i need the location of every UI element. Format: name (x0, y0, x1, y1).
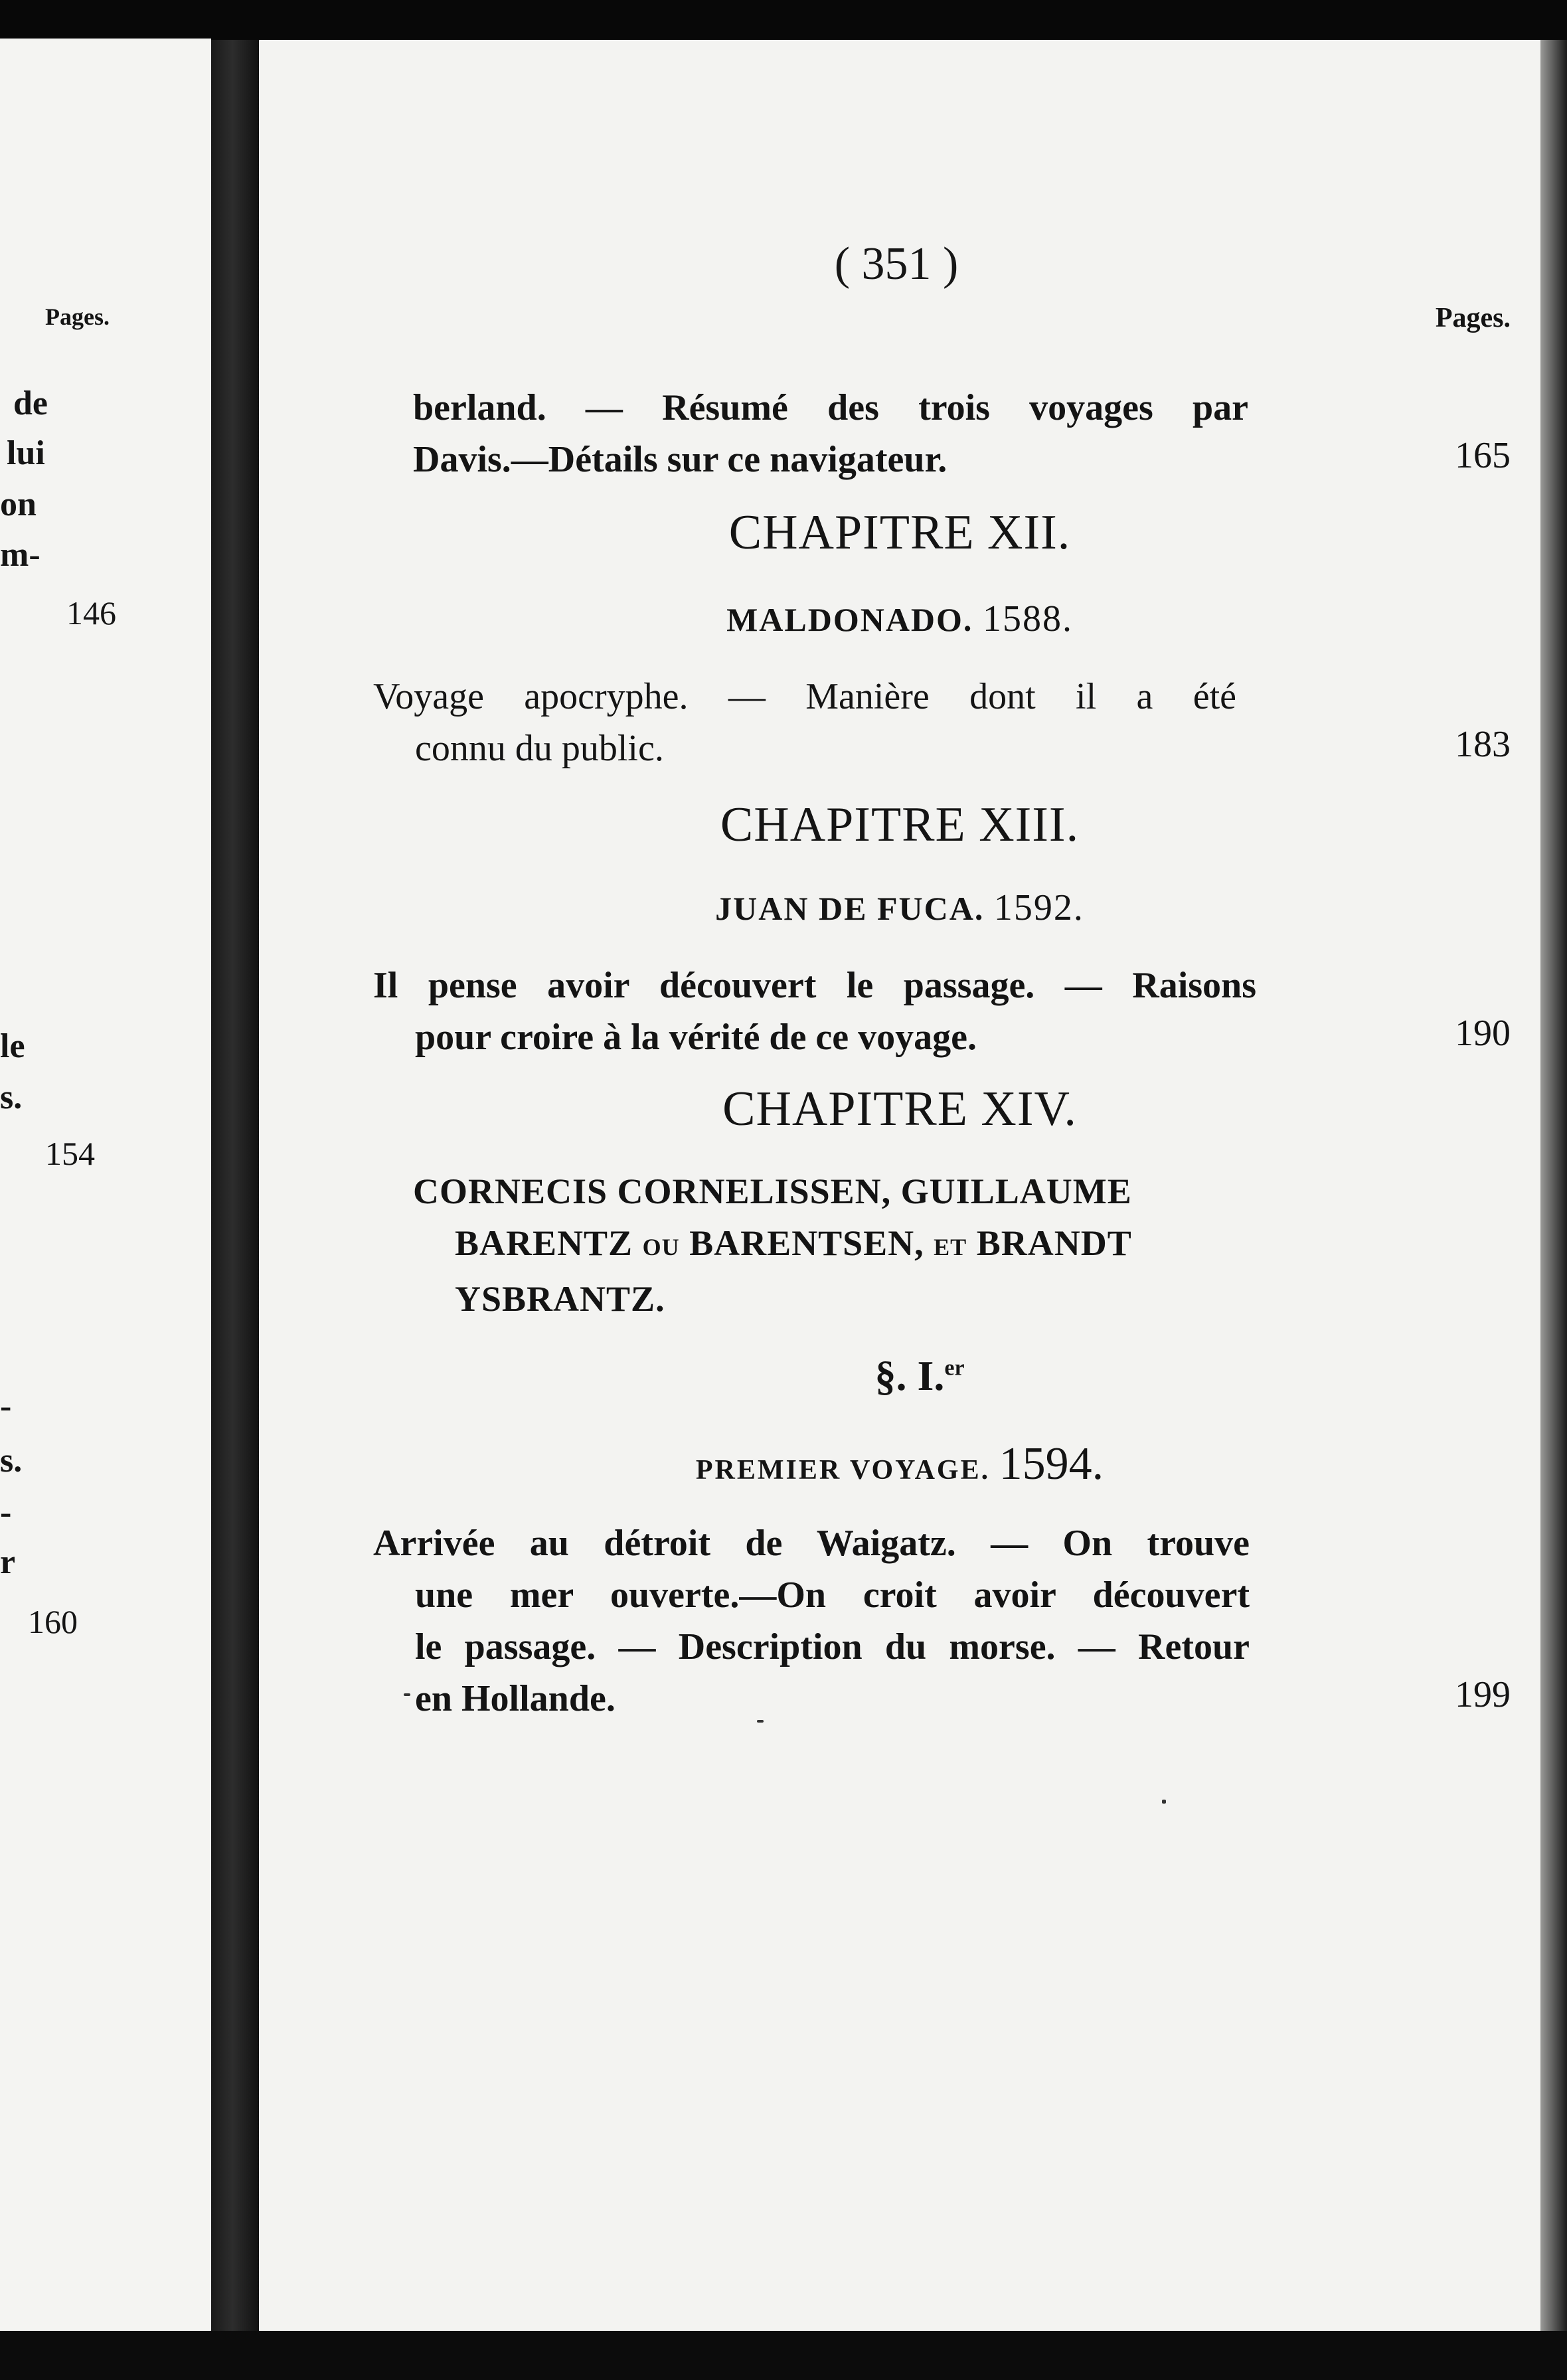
names-line: CORNECIS CORNELISSEN, GUILLAUME (413, 1171, 1132, 1211)
book-gutter (211, 40, 259, 2338)
subject-name: JUAN DE FUCA. (715, 890, 985, 927)
toc-page-number: 165 (1455, 435, 1511, 476)
left-fragment: - (0, 1387, 12, 1425)
left-fragment: on (0, 485, 37, 523)
subject-year: 1592. (993, 887, 1084, 928)
name-text: BARENTSEN, (689, 1223, 924, 1263)
toc-page-number: 190 (1455, 1013, 1511, 1054)
chapter-names (413, 1165, 1132, 1325)
right-page (259, 40, 1540, 2338)
chapter-subject (259, 598, 1540, 640)
section-marker (259, 1351, 1540, 1401)
left-fragment: de (13, 384, 48, 422)
scan-speck (1162, 1800, 1166, 1804)
toc-entry-line: en Hollande. (415, 1678, 616, 1719)
conjunction: OU (642, 1234, 680, 1260)
left-page-number: 160 (28, 1603, 78, 1640)
left-fragment: - (0, 1493, 12, 1531)
toc-entry-line: pour croire à la vérité de ce voyage. (415, 1017, 977, 1058)
voyage-label: PREMIER VOYAGE. (695, 1455, 991, 1486)
left-page (0, 39, 211, 2331)
section-text: §. I. (874, 1352, 945, 1399)
scan-speck (404, 1693, 410, 1696)
page-edge (1540, 40, 1567, 2380)
voyage-year: 1594. (999, 1438, 1104, 1489)
chapter-subject (259, 887, 1540, 929)
toc-entry-line: connu du public. (415, 728, 664, 769)
toc-entry (413, 382, 1248, 485)
names-line: YSBRANTZ. (455, 1279, 665, 1319)
left-fragment: r (0, 1543, 16, 1581)
scan-bottom-border (0, 2331, 1567, 2380)
toc-page-number: 183 (1455, 724, 1511, 765)
toc-entry-line: le passage. — Description du morse. — Retour (415, 1626, 1250, 1667)
left-fragment: lui (7, 434, 45, 472)
toc-entry (373, 671, 1236, 774)
toc-entry-line: berland. — Résumé des trois voyages par (413, 387, 1248, 428)
left-pages-label: Pages. (45, 303, 110, 330)
left-page-number: 154 (45, 1135, 95, 1172)
pages-column-label: Pages. (1435, 303, 1511, 333)
toc-entry (373, 960, 1256, 1063)
left-fragment: m- (0, 536, 41, 574)
conjunction: ET (934, 1234, 967, 1260)
section-superscript: er (944, 1355, 965, 1381)
scan-speck (757, 1720, 764, 1723)
toc-page-number: 199 (1455, 1674, 1511, 1715)
left-fragment: s. (0, 1442, 23, 1480)
chapter-heading: CHAPITRE XIV. (722, 1082, 1077, 1136)
name-text: BRANDT (976, 1223, 1132, 1263)
toc-entry-line: Il pense avoir découvert le passage. — Raisons (373, 965, 1256, 1006)
chapter-heading: CHAPITRE XIII. (720, 798, 1080, 852)
toc-entry-line: une mer ouverte.—On croit avoir découvert (415, 1574, 1250, 1616)
name-text: BARENTZ (455, 1223, 633, 1263)
voyage-heading (259, 1438, 1540, 1491)
names-line (413, 1217, 1132, 1273)
left-fragment: le (0, 1027, 25, 1065)
toc-entry-line: Arrivée au détroit de Waigatz. — On trouve (373, 1523, 1250, 1564)
page-number-header: ( 351 ) (834, 238, 959, 290)
subject-name: MALDONADO. (726, 601, 973, 638)
toc-entry-line: Voyage apocryphe. — Manière dont il a été (373, 676, 1236, 717)
toc-entry-line: Davis.—Détails sur ce navigateur. (413, 439, 948, 480)
chapter-heading: CHAPITRE XII. (728, 505, 1071, 560)
subject-year: 1588. (982, 598, 1073, 639)
left-page-number: 146 (66, 594, 116, 632)
toc-entry (373, 1517, 1250, 1725)
left-fragment: s. (0, 1078, 23, 1116)
